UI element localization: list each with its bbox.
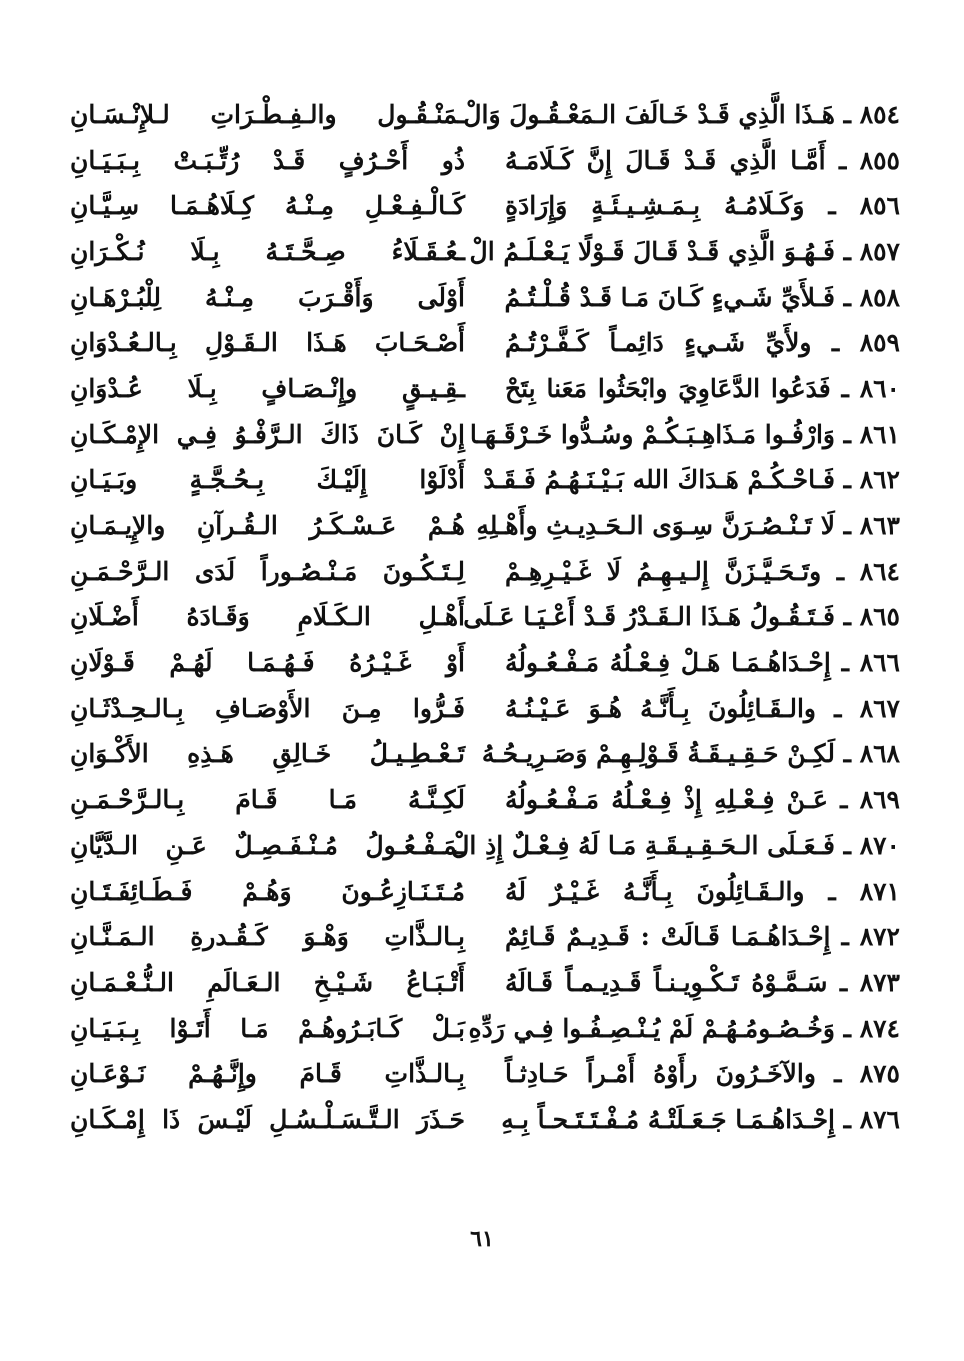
- verse-line: [70, 595, 900, 641]
- verse-second-hemistich: ـمَنْـقُـول والـفِـطْـرَاتِ لـلإِنْـسَـانِ: [70, 99, 465, 129]
- verse-second-hemistich: لَكِـنَّـهُ مَـا قَـامَ بِـالـرَّحْـمَـنِ: [70, 785, 465, 815]
- verse-second-hemistich: بِـالـذَّاتِ قَـامَ وإِنَّـهُـمْ نَـوْعَـانِ: [70, 1059, 465, 1089]
- verse-first-hemistich: ٨٦٠ ـ فَدَعُوا الدَّعَاوِيَ وابْحَثُوا مَعَنا بِتَحْ: [505, 373, 900, 403]
- verse-second-hemistich: إِنْ كَـانَ ذَاكَ الـرَّفْـوُ فِـي الإِمْـكَـانِ: [70, 419, 465, 449]
- verse-first-hemistich: ٨٥٦ ـ وَكَـلَامُـهُ بِـمَـشِـيـئَـةٍ وَإِرَادَةٍ: [505, 191, 900, 221]
- verse-line: [70, 732, 900, 778]
- verse-second-hemistich: أَصْـحَـابَ هَـذَا الـقَـوْلِ بِـالـعُـدْوَانِ: [70, 328, 465, 358]
- verse-line: [70, 869, 900, 915]
- verse-line: [70, 275, 900, 321]
- verse-second-hemistich: أَهْـلِ الـكَـلَامِ وَقَـادَهُ أَضْـلَانِ: [70, 602, 465, 632]
- verse-second-hemistich: مُـتَـنَـازِعُـونَ وَهُـمْ فَـطَـائِفَـتَـانِ: [70, 876, 465, 906]
- verse-first-hemistich: ٨٦٧ ـ والـقَـائِلُونَ بِـأَنَّـهُ هُـوَ عَـيْـنُـهُ: [505, 693, 900, 723]
- verse-line: [70, 366, 900, 412]
- verse-second-hemistich: ـعُـقَـلَاءُ صِـحَّـتَـهُ بِـلَا نُـكْـرَانِ: [70, 236, 465, 266]
- verse-first-hemistich: ٨٧٠ ـ فَـعَـلَى الـحَـقِـيـقَـةِ مَـا لَهُ فِـعْـلٌ إِذِ الْ: [451, 830, 900, 860]
- verse-second-hemistich: ـمَـفْـعُـولُ مُـنْـفَـصِـلٌ عَـنِ الـدَّيَّانِ: [70, 830, 465, 860]
- verse-first-hemistich: ٨٧١ ـ والـقَـائِلُونَ بِـأَنَّـهُ غَـيْـرٌ لَهُ: [505, 876, 900, 906]
- verse-first-hemistich: ٨٧٣ ـ سَـمَّـوْهُ تَـكْـوِيـنـاً قَـدِيـمـاً قَـالَهُ: [505, 967, 900, 997]
- verse-first-hemistich: ٨٥٥ ـ أَمَّـا الَّذِي قَـدْ قَـالَ إِنَّ كَـلَامَـهُ: [505, 145, 900, 175]
- verse-second-hemistich: هُـمْ عَـسْـكَـرُ الـقُـرآنِ والإِيـمَـانِ: [70, 511, 465, 541]
- verse-first-hemistich: ٨٦٩ ـ عَـنْ فِـعْـلِهِ إِذْ فِـعْـلُهُ مَـفْـعُـولُهُ: [505, 785, 900, 815]
- verse-second-hemistich: كَـالْـفِـعْـلِ مِـنْـهُ كِـلَاهُـمَـا سِـيَّـانِ: [70, 191, 465, 221]
- verse-first-hemistich: ٨٦١ ـ وَارْفُـوا مَـذَاهِـبَـكُـمْ وسُـدُّوا خَـرْقَـهَـا: [469, 419, 900, 449]
- verse-second-hemistich: بِـالـذَّاتِ وَهْـوَ كَـقُـدرةِ الـمَـنَّـانِ: [70, 922, 465, 952]
- verse-first-hemistich: ٨٦٢ ـ فَـاحْـكُـمْ هَـدَاكَ الله بَـيْـنَـهُـمُ فَـقَـدْ: [483, 465, 900, 495]
- verse-first-hemistich: ٨٧٤ ـ وَخُـصُـومُـهُـمْ لَمْ يُـنْـصِـفُـوا فِـي رَدِّهِ: [468, 1013, 900, 1043]
- verse-second-hemistich: أَتْـبَـاعُ شَـيْـخِ الـعَـالَمِ الـنُّـعْـمَـانِ: [70, 967, 465, 997]
- page-number: ٦١: [470, 1226, 494, 1252]
- verse-second-hemistich: لِـتَـكُـونَ مَـنْـصُـوراً لَدَى الـرَّحْـمَـنِ: [70, 556, 465, 586]
- verse-line: [70, 914, 900, 960]
- verse-second-hemistich: أَوْ غَـيْـرُهُ فَـهُـمَـا لَهُـمْ قَـوْلَانِ: [70, 648, 465, 678]
- verse-first-hemistich: ٨٦٨ ـ لَكِـنْ حَـقِـيـقَـةُ قَـوْلِـهِـمْ وَصَـرِيـحُـهُ: [481, 739, 900, 769]
- verse-line: [70, 92, 900, 138]
- verse-line: [70, 458, 900, 504]
- verse-second-hemistich: أَوْلَى وَأَقْـرَبَ مِـنْـهُ لِلْبُـرْهَـانِ: [70, 282, 465, 312]
- verse-second-hemistich: ذُو أَحْـرُفٍ قَـدْ رُتِّـبَـتْ بِـبَـيَـانِ: [70, 145, 465, 175]
- verse-line: [70, 960, 900, 1006]
- verse-second-hemistich: تَـعْـطِـيـلُ خَـالِقِ هَـذِهِ الأَكْـوَانِ: [70, 739, 465, 769]
- verse-first-hemistich: ٨٦٤ ـ وتَـحَـيَّـزَنَّ إِلـيـهِـمُ لَا غَـيْـرِهِـمْ: [505, 556, 900, 586]
- verse-first-hemistich: ٨٦٦ ـ إِحْـدَاهُـمَـا هَـلْ فِـعْـلُهُ مَـفْـعُـولُهُ: [505, 648, 900, 678]
- verse-first-hemistich: ٨٦٥ ـ فَـتَـقُـولُ هَـذَا الـقَـدْرُ قَـدْ أَعْـيَـا عَـلَى: [463, 602, 900, 632]
- verse-line: [70, 686, 900, 732]
- verse-line: [70, 1097, 900, 1143]
- verse-line: [70, 1006, 900, 1052]
- verse-second-hemistich: بَـلْ كَـابَـرُوهُـمْ مَـا أَتَـوْا بِـبَـيَـانِ: [70, 1013, 465, 1043]
- verse-line: [70, 229, 900, 275]
- verse-first-hemistich: ٨٥٧ ـ فَـهُـوَ الَّذِي قَـدْ قَـالَ قَـوْلًا يَـعْـلَـمُ الْ: [469, 236, 900, 266]
- verse-first-hemistich: ٨٥٤ ـ هَـذَا الَّذِي قَـدْ خَـالَفَ الـمَعْـقُـولَ وَالْ: [463, 99, 900, 129]
- poem-verses: [70, 92, 900, 1143]
- verse-line: [70, 412, 900, 458]
- verse-second-hemistich: حَـذَرَ الـتَّـسَـلْـسُـلِ لَيْـسَ ذَا إِمْـكَـانِ: [70, 1104, 465, 1134]
- verse-line: [70, 640, 900, 686]
- verse-first-hemistich: ٨٥٨ ـ فَـلأَيِّ شَـيءٍ كَـانَ مَـا قَـدْ قُـلْـتُـمُ: [504, 282, 900, 312]
- verse-line: [70, 138, 900, 184]
- verse-line: [70, 1051, 900, 1097]
- verse-line: [70, 183, 900, 229]
- verse-line: [70, 777, 900, 823]
- verse-second-hemistich: ـقِـيـقٍ وإِنْـصَـافٍ بِـلَا عُـدْوَانِ: [70, 373, 465, 403]
- verse-line: [70, 549, 900, 595]
- verse-first-hemistich: ٨٧٦ ـ إِحْـدَاهُـمَـا جَـعَـلَتْـهُ مُـفْـتَـتَـحـاً بِـهِ: [501, 1104, 900, 1134]
- verse-first-hemistich: ٨٧٢ ـ إِحْـدَاهُـمَـا قَـالَتْ : قَـدِيـمٌ قَـائِمٌ: [505, 922, 900, 952]
- verse-line: [70, 823, 900, 869]
- verse-first-hemistich: ٨٥٩ ـ ولأَيِّ شَـيءٍ دَائِمـاً كَـفَّـرْتُـمُ: [505, 328, 900, 358]
- verse-second-hemistich: أَدْلَوْا إِلَيْـكَ بِـحُـجَّـةٍ وبَـيَـانِ: [70, 465, 465, 495]
- verse-first-hemistich: ٨٧٥ ـ والآخَـرُونَ رأَوْهُ أَمْـراً حَـادِثـاً: [505, 1059, 900, 1089]
- verse-second-hemistich: فَـرُّوا مِـنَ الأَوْصَـافِ بِـالـحِـدْثَـانِ: [70, 693, 465, 723]
- verse-first-hemistich: ٨٦٣ ـ لَا تَـنْـصُـرَنَّ سِـوَى الـحَـدِيـثِ وأَهْـلِهِ: [476, 511, 900, 541]
- verse-line: [70, 503, 900, 549]
- verse-line: [70, 320, 900, 366]
